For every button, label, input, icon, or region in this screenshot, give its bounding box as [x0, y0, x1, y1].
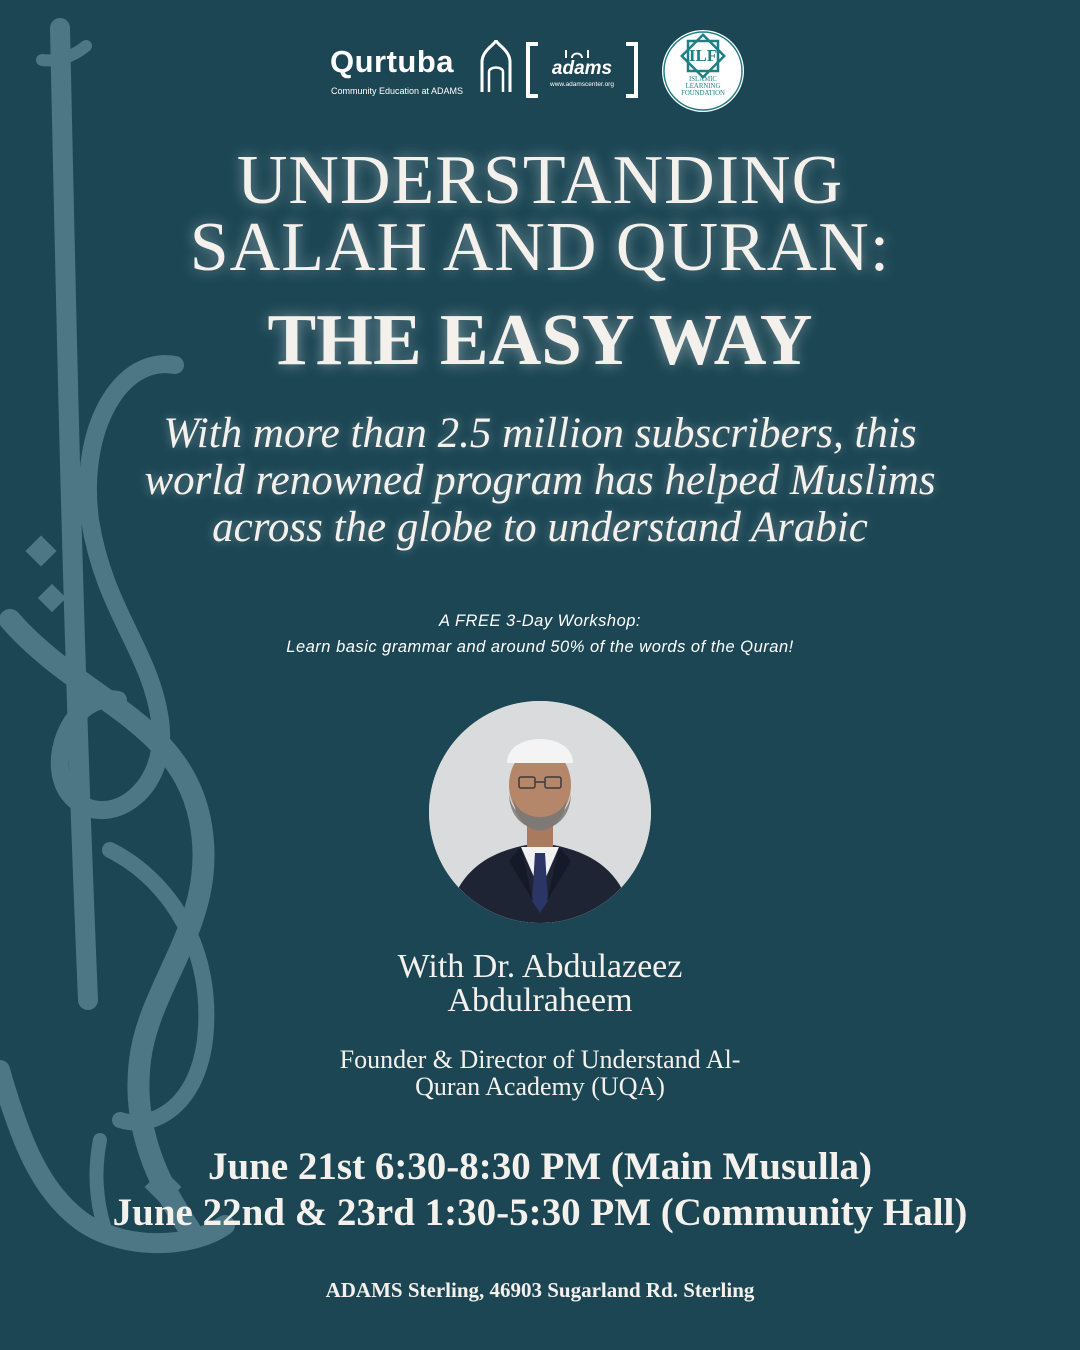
- tagline-line-2: world renowned program has helped Muslims: [144, 457, 936, 504]
- sponsor-logos: [0, 30, 1080, 110]
- event-schedule: [0, 1144, 1080, 1236]
- speaker-photo: [429, 701, 651, 923]
- ilf-logo: [662, 30, 744, 112]
- speaker-line-1: With Dr. Abdulazeez: [397, 948, 683, 985]
- qurtuba-logo: [328, 44, 518, 94]
- qurtuba-logo-name: Qurtuba: [330, 44, 455, 79]
- speaker-line-2: Abdulraheem: [447, 982, 633, 1019]
- page-title: [0, 142, 1080, 286]
- ilf-logo-initials: ILF: [688, 46, 718, 65]
- tagline: [40, 410, 1040, 551]
- adams-logo-name: adams: [551, 58, 613, 79]
- speaker-role: [0, 1046, 1080, 1100]
- tagline-line-3: across the globe to understand Arabic: [212, 504, 868, 551]
- tagline-line-1: With more than 2.5 million subscribers, this: [163, 410, 917, 457]
- title-line-2: SALAH AND QURAN:: [189, 209, 891, 286]
- event-address: ADAMS Sterling, 46903 Sugarland Rd. Sterling: [325, 1278, 755, 1302]
- title-line-1: UNDERSTANDING: [236, 142, 844, 219]
- workshop-line-1: A FREE 3-Day Workshop:: [438, 612, 642, 630]
- role-line-1: Founder & Director of Understand Al-: [339, 1045, 741, 1074]
- adams-logo-url: www.adamscenter.org: [550, 81, 614, 88]
- schedule-day-1: June 21st 6:30-8:30 PM (Main Musulla): [207, 1145, 873, 1188]
- speaker-portrait-icon: [429, 701, 651, 923]
- role-line-2: Quran Academy (UQA): [415, 1072, 665, 1101]
- dome-icon: [478, 38, 514, 94]
- title-line-3: THE EASY WAY: [267, 299, 813, 380]
- qurtuba-logo-subtitle: Community Education at ADAMS: [331, 86, 464, 96]
- speaker-name: [0, 950, 1080, 1018]
- star-emblem-icon: [662, 30, 744, 112]
- adams-logo: [524, 40, 640, 100]
- workshop-info: [0, 608, 1080, 660]
- schedule-day-2: June 22nd & 23rd 1:30-5:30 PM (Community Hall): [112, 1191, 968, 1234]
- ilf-logo-name: ISLAMIC LEARNING FOUNDATION: [681, 76, 725, 97]
- workshop-line-2: Learn basic grammar and around 50% of the words of the Quran!: [286, 638, 794, 656]
